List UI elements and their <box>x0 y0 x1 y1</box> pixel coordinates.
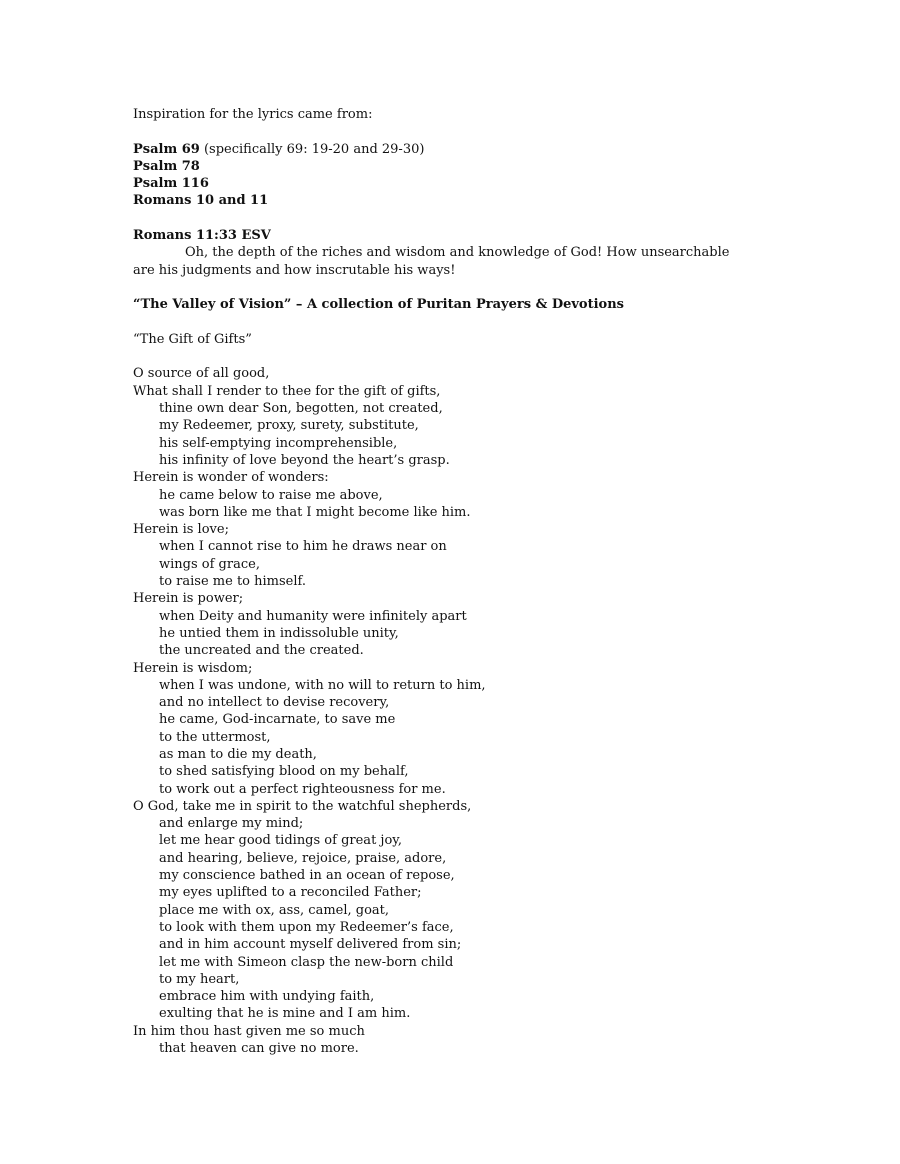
psalm-69-note: (specifically 69: 19-20 and 29-30) <box>199 141 425 157</box>
source-psalm-78: Psalm 78 <box>133 158 200 174</box>
prayer-line: my eyes uplifted to a reconciled Father; <box>159 885 422 901</box>
prayer-line: to the uttermost, <box>159 729 271 745</box>
prayer-line: In him thou hast given me so much <box>133 1023 365 1039</box>
prayer-line: and hearing, believe, rejoice, praise, adore, <box>159 850 447 866</box>
prayer-line: place me with ox, ass, camel, goat, <box>159 902 390 918</box>
prayer-line: exulting that he is mine and I am him. <box>159 1006 411 1022</box>
prayer-line: thine own dear Son, begotten, not created, <box>159 401 443 417</box>
prayer-line: O source of all good, <box>133 366 270 382</box>
prayer-line: to shed satisfying blood on my behalf, <box>159 764 409 780</box>
prayer-line: Herein is wisdom; <box>133 660 253 676</box>
document-body <box>133 106 853 1057</box>
prayer-line: to my heart, <box>159 971 240 987</box>
prayer-line: O God, take me in spirit to the watchful shepherds, <box>133 798 472 814</box>
source-psalm-69 <box>133 141 853 158</box>
collection-title: “The Valley of Vision” – A collection of Puritan Prayers & Devotions <box>133 297 624 313</box>
prayer-line: his self-emptying incomprehensible, <box>159 435 398 451</box>
prayer-line: he came below to raise me above, <box>159 487 383 503</box>
prayer-line: let me hear good tidings of great joy, <box>159 833 403 849</box>
verse-text: Oh, the depth of the riches and wisdom and knowledge of God! How unsearchable are his judgments and how inscrutable his ways! <box>133 245 730 278</box>
prayer-line: his infinity of love beyond the heart’s grasp. <box>159 452 450 468</box>
prayer-line: to work out a perfect righteousness for me. <box>159 781 446 797</box>
prayer-line: my conscience bathed in an ocean of repose, <box>159 868 455 884</box>
prayer-line: Herein is power; <box>133 591 244 607</box>
prayer-title: “The Gift of Gifts” <box>133 331 252 347</box>
prayer-line: wings of grace, <box>159 556 260 572</box>
prayer-line: as man to die my death, <box>159 746 317 762</box>
prayer-line: that heaven can give no more. <box>159 1041 359 1057</box>
prayer-line: when Deity and humanity were infinitely apart <box>159 608 467 624</box>
prayer-line: was born like me that I might become like him. <box>159 504 471 520</box>
prayer-line: he came, God-incarnate, to save me <box>159 712 396 728</box>
prayer-line: when I cannot rise to him he draws near on <box>159 539 447 555</box>
prayer-line: to look with them upon my Redeemer’s face, <box>159 919 454 935</box>
psalm-69-ref: Psalm 69 <box>133 141 200 157</box>
prayer-line: my Redeemer, proxy, surety, substitute, <box>159 418 419 434</box>
prayer-line: he untied them in indissoluble unity, <box>159 625 399 641</box>
prayer-line: let me with Simeon clasp the new-born child <box>159 954 454 970</box>
prayer-line: Herein is love; <box>133 522 229 538</box>
source-psalm-116: Psalm 116 <box>133 176 209 192</box>
prayer-line: to raise me to himself. <box>159 574 306 590</box>
prayer-line: and no intellect to devise recovery, <box>159 695 390 711</box>
prayer-line: the uncreated and the created. <box>159 643 364 659</box>
prayer-line: What shall I render to thee for the gift of gifts, <box>133 383 441 399</box>
prayer-line: and in him account myself delivered from sin; <box>159 937 462 953</box>
prayer-line: Herein is wonder of wonders: <box>133 470 329 486</box>
prayer-body <box>133 365 853 1057</box>
intro-line: Inspiration for the lyrics came from: <box>133 107 373 122</box>
prayer-line: and enlarge my mind; <box>159 816 304 832</box>
prayer-line: embrace him with undying faith, <box>159 989 375 1005</box>
prayer-line: when I was undone, with no will to return to him, <box>159 677 486 693</box>
verse-reference: Romans 11:33 ESV <box>133 228 271 244</box>
source-romans: Romans 10 and 11 <box>133 193 269 209</box>
